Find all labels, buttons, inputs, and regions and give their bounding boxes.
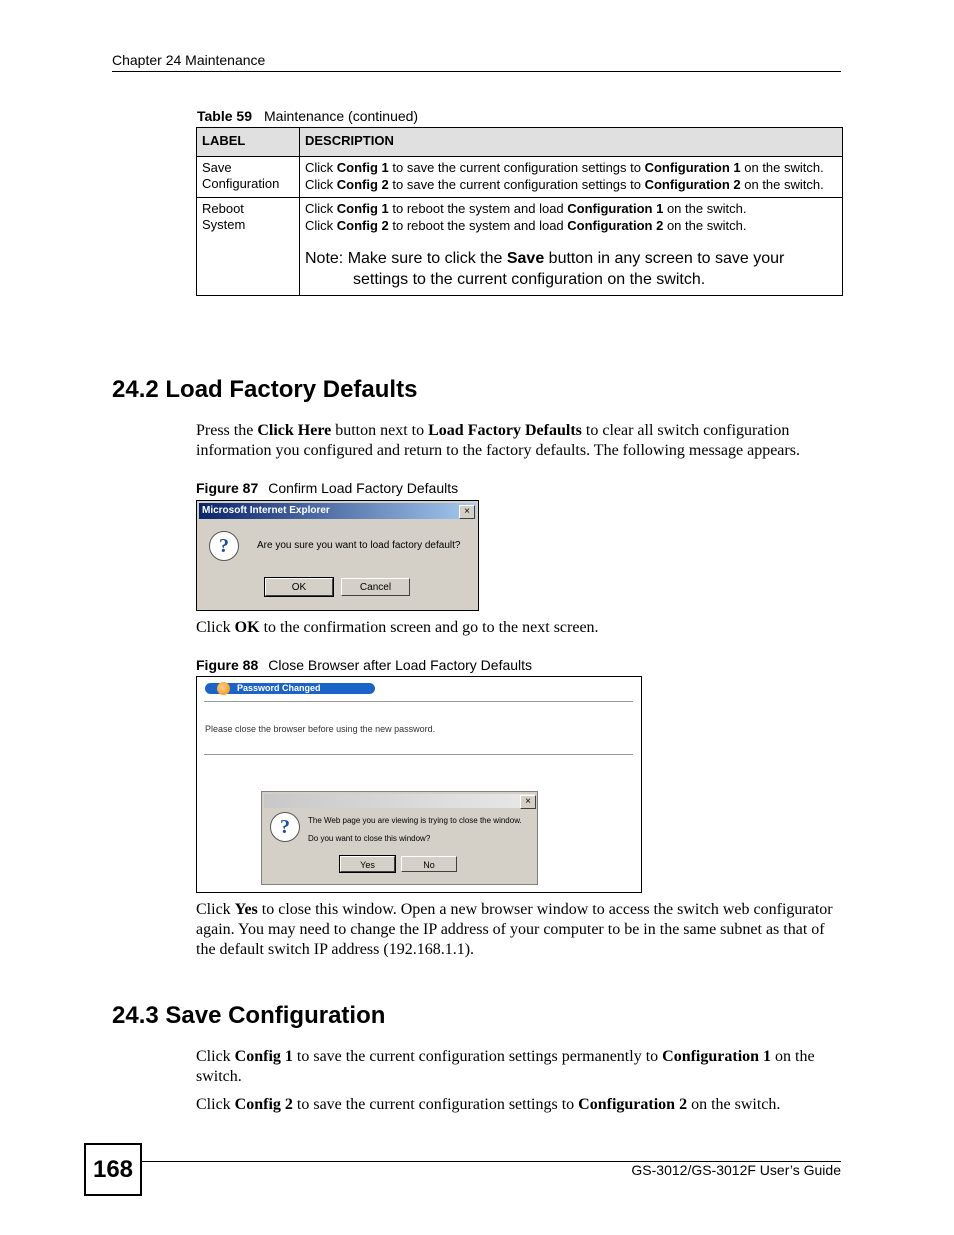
question-icon: ? <box>270 812 300 842</box>
status-dot-icon <box>217 682 230 695</box>
table-row <box>197 198 843 296</box>
close-browser-message: Please close the browser before using the new password. <box>205 724 436 734</box>
figure-caption: Figure 87 Confirm Load Factory Defaults <box>196 480 459 496</box>
paragraph: Click Yes to close this window. Open a new browser window to access the switch web configurator again. You may need to change the IP address of your computer to be in the same subnet as that of the default switch IP address (192.168.1.1). <box>196 901 833 958</box>
dialog-question: Do you want to close this window? <box>308 834 431 843</box>
close-icon[interactable]: × <box>520 795 536 809</box>
close-icon[interactable]: × <box>459 505 475 519</box>
paragraph: Click OK to the confirmation screen and go to the next screen. <box>196 619 599 636</box>
desc-line: Click Config 2 to save the current configuration settings to Configuration 2 on the switch. <box>305 177 824 192</box>
dialog-message: The Web page you are viewing is trying to close the window. <box>308 816 522 825</box>
row-label <box>197 198 300 296</box>
row-label-line: Configuration <box>202 176 280 191</box>
row-description <box>300 157 843 198</box>
yes-button[interactable]: Yes <box>340 856 395 872</box>
page-number: 168 <box>84 1143 142 1196</box>
header-rule <box>112 71 841 72</box>
table-caption-text: Maintenance (continued) <box>264 108 419 124</box>
password-changed-bar: Password Changed <box>205 683 375 694</box>
row-description <box>300 198 843 296</box>
guide-title: GS-3012/GS-3012F User’s Guide <box>631 1162 841 1178</box>
row-label-line: Save <box>202 160 232 175</box>
no-button[interactable]: No <box>401 856 457 872</box>
dialog-title-bar: Microsoft Internet Explorer <box>199 503 476 519</box>
paragraph: Click Config 2 to save the current configuration settings to Configuration 2 on the switch. <box>196 1096 781 1113</box>
dialog-message: Are you sure you want to load factory default? <box>257 540 461 551</box>
section-heading: 24.2 Load Factory Defaults <box>112 376 418 403</box>
divider <box>204 701 633 702</box>
section-heading: 24.3 Save Configuration <box>112 1002 386 1029</box>
desc-line: Click Config 2 to reboot the system and load Configuration 2 on the switch. <box>305 218 747 233</box>
maintenance-table <box>196 127 843 296</box>
chapter-header: Chapter 24 Maintenance <box>112 52 266 68</box>
paragraph: Press the Click Here button next to Load Factory Defaults to clear all switch configuration information you configured and return to the factory defaults. The following message appears. <box>196 422 800 459</box>
cancel-button[interactable]: Cancel <box>341 578 410 596</box>
table-caption <box>197 108 418 124</box>
divider <box>204 754 633 755</box>
table-caption-label: Table 59 <box>197 108 252 124</box>
paragraph: Click Config 1 to save the current configuration settings permanently to Configuration 1 on the switch. <box>196 1048 815 1085</box>
figure-caption: Figure 88 Close Browser after Load Factory Defaults <box>196 657 533 673</box>
dialog-title-bar <box>264 794 535 808</box>
question-icon: ? <box>209 531 239 561</box>
close-window-dialog <box>261 791 538 885</box>
close-browser-figure <box>196 676 642 893</box>
note: Note: Make sure to click the Save button in any screen to save your settings to the current configuration on the switch. <box>305 250 785 288</box>
desc-line: Click Config 1 to save the current configuration settings to Configuration 1 on the switch. <box>305 160 824 175</box>
table-header-row <box>197 128 843 157</box>
row-label-line: System <box>202 217 246 232</box>
table-row <box>197 157 843 198</box>
col-label-header: LABEL <box>197 128 300 157</box>
col-desc-header: DESCRIPTION <box>300 128 843 157</box>
row-label-line: Reboot <box>202 201 244 216</box>
confirm-dialog-figure <box>196 500 479 611</box>
ok-button[interactable]: OK <box>265 578 333 596</box>
row-label <box>197 157 300 198</box>
desc-line: Click Config 1 to reboot the system and load Configuration 1 on the switch. <box>305 201 747 216</box>
